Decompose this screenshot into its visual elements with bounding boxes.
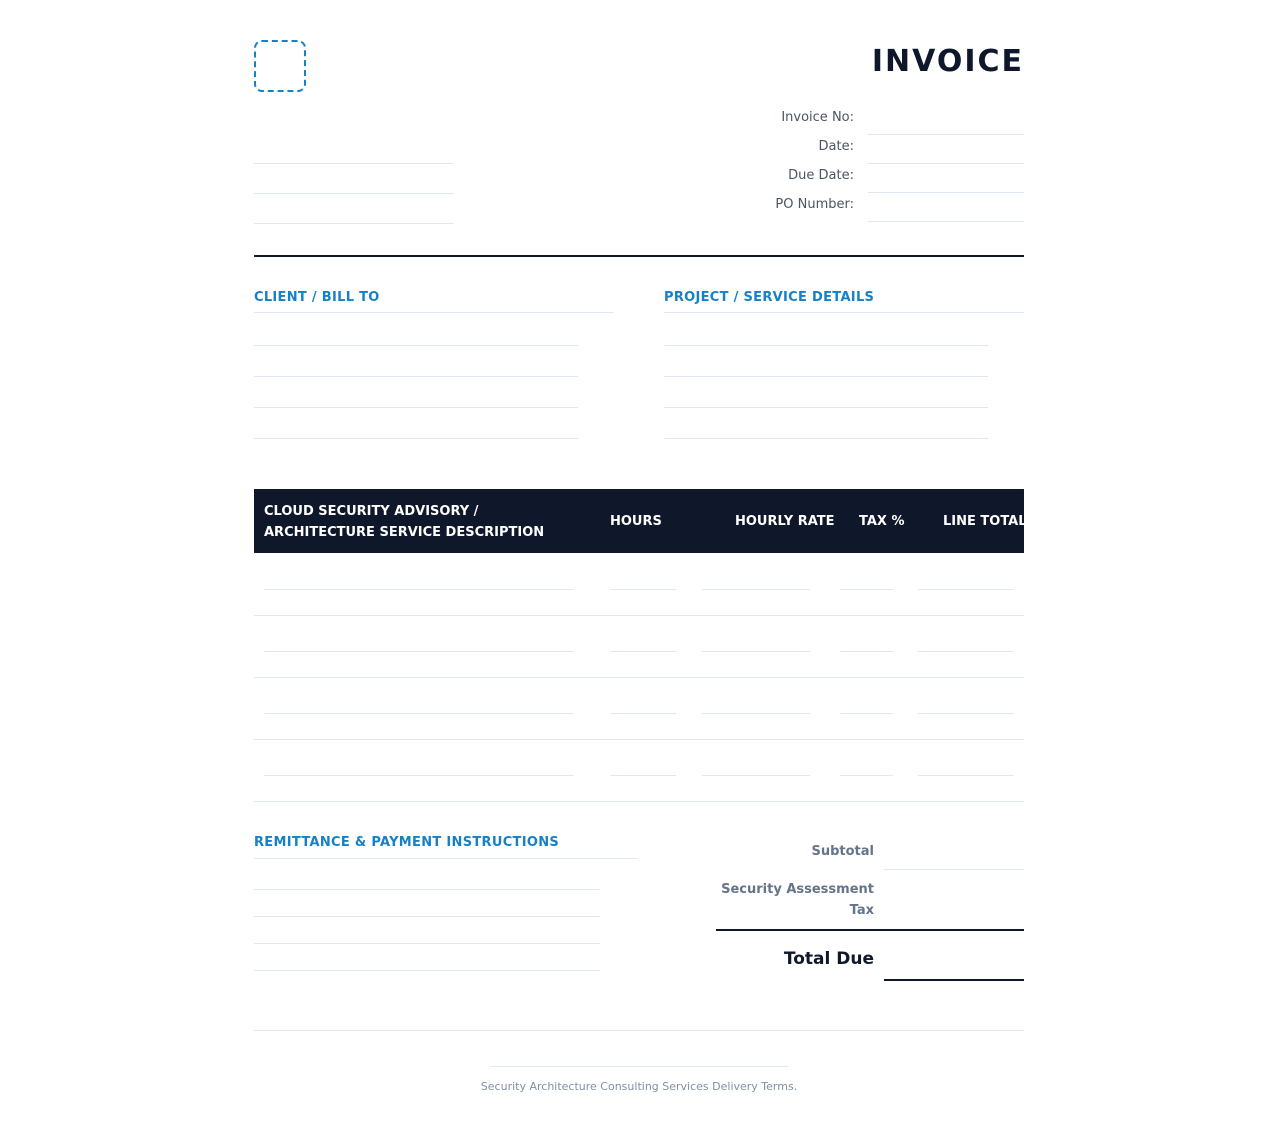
table-row-divider bbox=[254, 739, 1024, 740]
subtotal-label: Subtotal bbox=[811, 844, 874, 859]
total-divider bbox=[716, 929, 1024, 931]
column-header-hourly-rate: HOURLY RATE bbox=[735, 514, 835, 529]
hourly-rate-cell[interactable] bbox=[702, 651, 810, 652]
remittance-field-line[interactable] bbox=[254, 943, 600, 944]
client-section-title: CLIENT / BILL TO bbox=[254, 290, 380, 305]
client-field-line[interactable] bbox=[254, 345, 578, 346]
description-cell[interactable] bbox=[264, 713, 574, 714]
remittance-section-title: REMITTANCE & PAYMENT INSTRUCTIONS bbox=[254, 835, 560, 850]
sender-address-line[interactable] bbox=[254, 193, 454, 194]
po-number-field[interactable] bbox=[868, 221, 1024, 222]
client-section-rule bbox=[254, 312, 614, 313]
meta-label: Due Date: bbox=[788, 168, 854, 183]
footer-short-rule bbox=[490, 1066, 788, 1067]
line-items-header bbox=[254, 489, 1027, 553]
line-total-cell[interactable] bbox=[918, 775, 1014, 776]
total-due-label: Total Due bbox=[783, 949, 874, 969]
due-date-field[interactable] bbox=[868, 192, 1024, 193]
project-field-line[interactable] bbox=[664, 407, 988, 408]
hours-cell[interactable] bbox=[610, 775, 676, 776]
remittance-field-line[interactable] bbox=[254, 889, 600, 890]
project-field-line[interactable] bbox=[664, 376, 988, 377]
remittance-section-rule bbox=[254, 858, 638, 859]
hourly-rate-cell[interactable] bbox=[702, 775, 810, 776]
header-divider bbox=[254, 255, 1024, 257]
total-due-field[interactable] bbox=[884, 979, 1024, 981]
date-field[interactable] bbox=[868, 163, 1024, 164]
logo-placeholder[interactable] bbox=[254, 40, 306, 92]
client-field-line[interactable] bbox=[254, 438, 578, 439]
project-field-line[interactable] bbox=[664, 438, 988, 439]
project-section-rule bbox=[664, 312, 1024, 313]
table-row-divider bbox=[254, 801, 1024, 802]
tax-cell[interactable] bbox=[840, 589, 893, 590]
meta-label: PO Number: bbox=[775, 197, 854, 212]
meta-row-invoice-no bbox=[724, 108, 1024, 137]
client-field-line[interactable] bbox=[254, 376, 578, 377]
footer-divider bbox=[254, 1030, 1024, 1031]
description-cell[interactable] bbox=[264, 775, 574, 776]
meta-row-date bbox=[724, 137, 1024, 166]
meta-row-due-date bbox=[724, 166, 1024, 195]
subtotal-field[interactable] bbox=[884, 869, 1024, 870]
hours-cell[interactable] bbox=[610, 651, 676, 652]
sender-address-line[interactable] bbox=[254, 223, 454, 224]
project-section-title: PROJECT / SERVICE DETAILS bbox=[664, 290, 875, 305]
project-field-line[interactable] bbox=[664, 345, 988, 346]
hours-cell[interactable] bbox=[610, 713, 676, 714]
tax-cell[interactable] bbox=[840, 775, 893, 776]
invoice-title: INVOICE bbox=[871, 44, 1024, 79]
hourly-rate-cell[interactable] bbox=[702, 589, 810, 590]
table-row-divider bbox=[254, 677, 1024, 678]
table-row-divider bbox=[254, 615, 1024, 616]
meta-label: Invoice No: bbox=[781, 110, 854, 125]
tax-label: Security Assessment Tax bbox=[721, 882, 874, 918]
hourly-rate-cell[interactable] bbox=[702, 713, 810, 714]
hours-cell[interactable] bbox=[610, 589, 676, 590]
description-cell[interactable] bbox=[264, 651, 574, 652]
column-header-hours: HOURS bbox=[610, 514, 662, 529]
tax-cell[interactable] bbox=[840, 713, 893, 714]
remittance-field-line[interactable] bbox=[254, 916, 600, 917]
footer-terms: Security Architecture Consulting Services Delivery Terms. bbox=[480, 1080, 798, 1093]
column-header-tax: TAX % bbox=[859, 514, 905, 529]
line-total-cell[interactable] bbox=[918, 713, 1014, 714]
description-cell[interactable] bbox=[264, 589, 574, 590]
line-total-cell[interactable] bbox=[918, 589, 1014, 590]
line-total-cell[interactable] bbox=[918, 651, 1014, 652]
sender-address-line[interactable] bbox=[254, 163, 454, 164]
tax-cell[interactable] bbox=[840, 651, 893, 652]
meta-row-po-number bbox=[724, 195, 1024, 224]
column-header-line-total: LINE TOTAL bbox=[943, 514, 1027, 529]
invoice-page bbox=[254, 0, 1027, 1136]
column-header-description: CLOUD SECURITY ADVISORY / ARCHITECTURE SERVICE DESCRIPTION bbox=[264, 504, 545, 540]
meta-label: Date: bbox=[818, 139, 854, 154]
remittance-field-line[interactable] bbox=[254, 970, 600, 971]
invoice-no-field[interactable] bbox=[868, 134, 1024, 135]
client-field-line[interactable] bbox=[254, 407, 578, 408]
